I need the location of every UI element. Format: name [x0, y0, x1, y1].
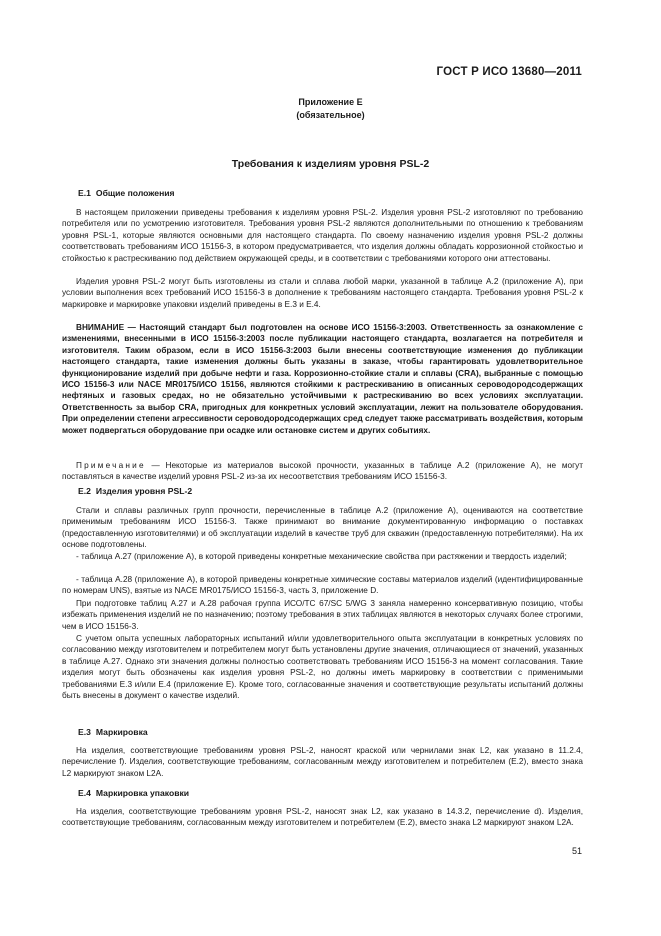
paragraph: На изделия, соответствующие требованиям уровня PSL-2, наносят краской или чернилами знак L2, как указано в 11.2.4, перечисление f). Изделия, соответствующие требованиям, согласованным между изготовителем и потребителем (Е.2), вместо знака L2 маркируют знаком L2A. [62, 746, 583, 778]
section-heading-e2 [78, 486, 192, 496]
paragraph: При подготовке таблиц А.27 и А.28 рабочая группа ИСО/ТС 67/SC 5/WG 3 заняла намеренно консервативную позицию, чтобы избежать применения изделий не по назначению; поэтому требования в этих таблицах являются в некоторых случаях более строгими, чем в ИСО 15156-3. [62, 599, 583, 631]
list-item: - таблица А.27 (приложение А), в которой приведены конкретные механические свойства при растяжении и твердость изделий; [76, 552, 567, 561]
section-number: Е.4 [78, 788, 91, 798]
section-heading-e4 [78, 788, 189, 798]
warning-paragraph: ВНИМАНИЕ — Настоящий стандарт был подготовлен на основе ИСО 15156-3:2003. Ответственность за ознакомление с изменениями, внесенными в ИСО 15156-3:2003 после публикации настоящего стандарта, возлагается на потребителя и изготовителя. Таким образом, если в ИСО 15156-3:2003 были внесены соответствующие изменения до публикации настоящего стандарта, такие изменения должны быть указаны в заказе, чтобы гарантировать удовлетворительное функционирование изделий при добыче нефти и газа. Коррозионно-стойкие стали и сплавы (CRA), выбранные с помощью ИСО 15156-3 или NACE MR0175/ИСО 15156, являются стойкими к растрескиванию в описанных сероводородсодержащих нефтяных и газовых средах, но не обязательно устойчивыми к растрескиванию во всех условиях эксплуатации. Ответственность за выбор CRA, пригодных для конкретных условий эксплуатации, лежит на пользователе оборудования. При определении степени агрессивности сероводородсодержащих сред следует также рассматривать воздействия, которым может подвергаться оборудование при осадке или остановке систем и других событиях. [62, 323, 583, 435]
annex-status: (обязательное) [296, 110, 365, 120]
page-title: Требования к изделиям уровня PSL-2 [231, 158, 430, 170]
section-title: Маркировка упаковки [95, 788, 190, 798]
section-title: Маркировка [95, 727, 148, 737]
section-number: Е.2 [78, 486, 91, 496]
paragraph: На изделия, соответствующие требованиям уровня PSL-2, наносят знак L2, как указано в 14.3.2, перечисление d). Изделия, соответствующие требованиям, согласованным между изготовителем и потребителем (Е.2), вместо знака L2 маркируют знаком L2A. [62, 807, 583, 828]
section-number: Е.3 [78, 727, 91, 737]
paragraph: Изделия уровня PSL-2 могут быть изготовлены из стали и сплава любой марки, указанной в таблице А.2 (приложение А), при условии выполнения всех требований ИСО 15156-3 в дополнение к требованиям настоящего стандарта. Требования уровня PSL-2 к маркировке и маркировке упаковки изделий приведены в Е.3 и Е.4. [62, 277, 583, 309]
document-header: ГОСТ Р ИСО 13680—2011 [436, 66, 582, 78]
page-number: 51 [571, 846, 582, 856]
list-item: - таблица А.28 (приложение А), в которой приведены конкретные химические составы материалов изделий (идентифицированные по номерам UNS), взятые из NACE MR0175/ИСО 15156-3, часть 3, приложение D. [62, 575, 583, 596]
note-label: Примечание [76, 461, 146, 470]
paragraph: В настоящем приложении приведены требования к изделиям уровня PSL-2. Изделия уровня PSL-2 изготовляют по требованию потребителя или по усмотрению изготовителя. Требования уровня PSL-2 являются дополнительными по отношению к требованиям уровня PSL-1, которые являются основными для настоящего стандарта. По своему назначению изделия уровня PSL-2 должны соответствовать требованиям ИСО 15156-3, в котором предусматривается, что изделия должны обладать коррозионной стойкостью и стойкостью к растрескиванию под действием окружающей среды, и в соответствии с требованиями которого они аттестованы. [62, 208, 583, 263]
section-heading-e1 [78, 188, 175, 198]
note-text: — Некоторые из материалов высокой прочности, указанных в таблице А.2 (приложение А), не могут поставляться в качестве изделий уровня PSL-2 из-за их несоответствия требованиям ИСО 15156-3. [62, 461, 583, 482]
paragraph: С учетом опыта успешных лабораторных испытаний и/или удовлетворительного опыта эксплуатации в конкретных условиях по согласованию между изготовителем и потребителем могут быть установлены другие значения, отличающиеся от значений, указанных в таблице А.27. Однако эти значения должны полностью соответствовать требованиям ИСО 15156-3 на момент согласования. Такие изделия могут быть обозначены как изделия уровня PSL-2, но должны иметь маркировку в соответствии с применимыми требованиями Е.3 и/или Е.4 (приложение Е). Кроме того, согласованные значения и соответствующие результаты испытаний должны быть внесены в документ о качестве изделий. [62, 634, 583, 701]
paragraph: Стали и сплавы различных групп прочности, перечисленные в таблице А.2 (приложение А), оцениваются на соответствие применимым требованиям ИСО 15156-3. Также принимают во внимание документированную информацию о поставках (предоставленную изготовителями) и об эксплуатации изделий в качестве труб для скважин (предоставленную потребителями). На их основе подготовлены. [62, 506, 583, 550]
section-title: Общие положения [95, 188, 175, 198]
section-title: Изделия уровня PSL-2 [95, 486, 193, 496]
section-heading-e3 [78, 727, 148, 737]
annex-title: Приложение Е [298, 97, 363, 107]
section-number: Е.1 [78, 188, 91, 198]
note-paragraph [62, 460, 583, 483]
